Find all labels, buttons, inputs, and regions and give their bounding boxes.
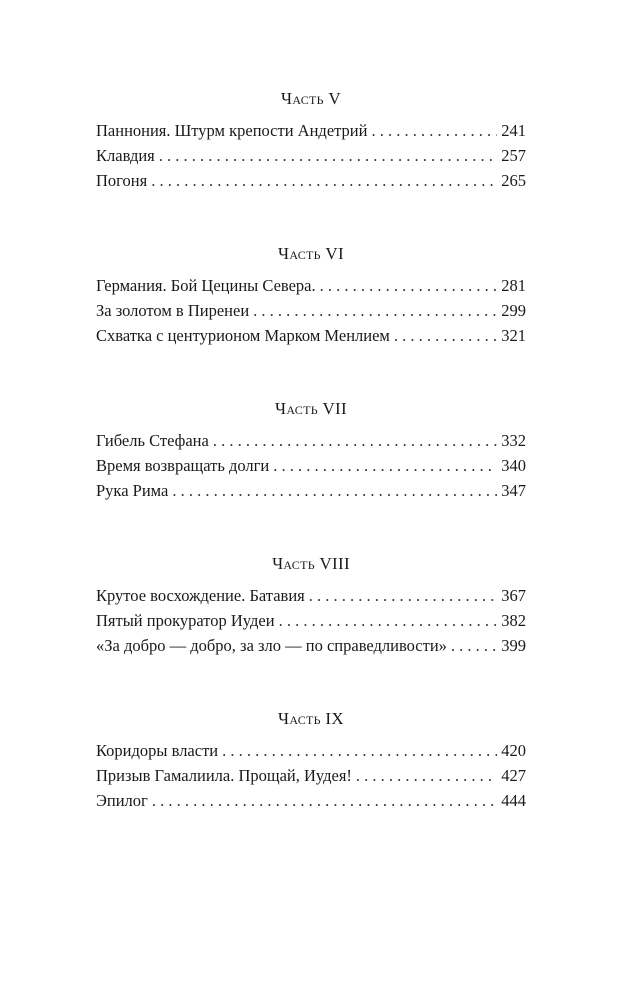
part-6 xyxy=(96,243,526,348)
dot-leader xyxy=(213,428,497,453)
toc-entry[interactable] xyxy=(96,738,526,763)
entry-page-number: 340 xyxy=(501,456,526,475)
dot-leader xyxy=(356,763,497,788)
entry-title: Погоня xyxy=(96,171,148,190)
toc-entry[interactable] xyxy=(96,633,526,658)
entry-title: Пятый прокуратор Иудеи xyxy=(96,611,275,630)
entry-title: «За добро — добро, за зло — по справедливости» xyxy=(96,636,447,655)
entry-page-number: 257 xyxy=(501,146,526,165)
part-7 xyxy=(96,398,526,503)
entry-page-number: 332 xyxy=(501,431,526,450)
toc-entry[interactable] xyxy=(96,323,526,348)
dot-leader xyxy=(371,118,497,143)
dot-leader xyxy=(172,478,497,503)
entry-page-number: 265 xyxy=(501,171,526,190)
toc-entry[interactable] xyxy=(96,478,526,503)
entry-page-number: 367 xyxy=(501,586,526,605)
toc-entry[interactable] xyxy=(96,428,526,453)
entry-title: За золотом в Пиренеи xyxy=(96,301,250,320)
entry-page-number: 241 xyxy=(501,121,526,140)
part-title: Часть VIII xyxy=(272,554,350,573)
entry-page-number: 281 xyxy=(501,276,526,295)
part-title: Часть VII xyxy=(275,399,347,418)
table-of-contents xyxy=(96,88,526,863)
toc-entry[interactable] xyxy=(96,168,526,193)
part-9 xyxy=(96,708,526,813)
part-5 xyxy=(96,88,526,193)
dot-leader xyxy=(279,608,498,633)
entry-page-number: 299 xyxy=(501,301,526,320)
entry-title: Коридоры власти xyxy=(96,741,219,760)
entry-page-number: 427 xyxy=(501,766,526,785)
entry-page-number: 420 xyxy=(501,741,526,760)
dot-leader xyxy=(394,323,497,348)
dot-leader xyxy=(222,738,497,763)
dot-leader xyxy=(309,583,497,608)
toc-entry[interactable] xyxy=(96,298,526,323)
entry-title: Клавдия xyxy=(96,146,155,165)
part-title: Часть IX xyxy=(278,709,344,728)
entry-title: Крутое восхождение. Батавия xyxy=(96,586,305,605)
part-8 xyxy=(96,553,526,658)
dot-leader xyxy=(320,273,498,298)
part-title: Часть V xyxy=(281,89,341,108)
entry-title: Время возвращать долги xyxy=(96,456,270,475)
entry-page-number: 321 xyxy=(501,326,526,345)
toc-entry[interactable] xyxy=(96,453,526,478)
toc-entry[interactable] xyxy=(96,143,526,168)
dot-leader xyxy=(159,143,497,168)
entry-page-number: 347 xyxy=(501,481,526,500)
entry-page-number: 444 xyxy=(501,791,526,810)
entry-title: Схватка с центурионом Марком Менлием xyxy=(96,326,390,345)
toc-entry[interactable] xyxy=(96,608,526,633)
entry-title: Рука Рима xyxy=(96,481,169,500)
dot-leader xyxy=(253,298,497,323)
entry-title: Призыв Гамалиила. Прощай, Иудея! xyxy=(96,766,352,785)
entry-title: Гибель Стефана xyxy=(96,431,209,450)
dot-leader xyxy=(151,168,497,193)
entry-title: Германия. Бой Цецины Севера. xyxy=(96,276,316,295)
dot-leader xyxy=(273,453,497,478)
entry-title: Эпилог xyxy=(96,791,148,810)
entry-title: Паннония. Штурм крепости Андетрий xyxy=(96,121,368,140)
entry-page-number: 399 xyxy=(501,636,526,655)
toc-entry[interactable] xyxy=(96,583,526,608)
toc-entry[interactable] xyxy=(96,273,526,298)
toc-entry[interactable] xyxy=(96,118,526,143)
dot-leader xyxy=(152,788,497,813)
entry-page-number: 382 xyxy=(501,611,526,630)
dot-leader xyxy=(451,633,497,658)
toc-entry[interactable] xyxy=(96,788,526,813)
toc-entry[interactable] xyxy=(96,763,526,788)
part-title: Часть VI xyxy=(278,244,344,263)
